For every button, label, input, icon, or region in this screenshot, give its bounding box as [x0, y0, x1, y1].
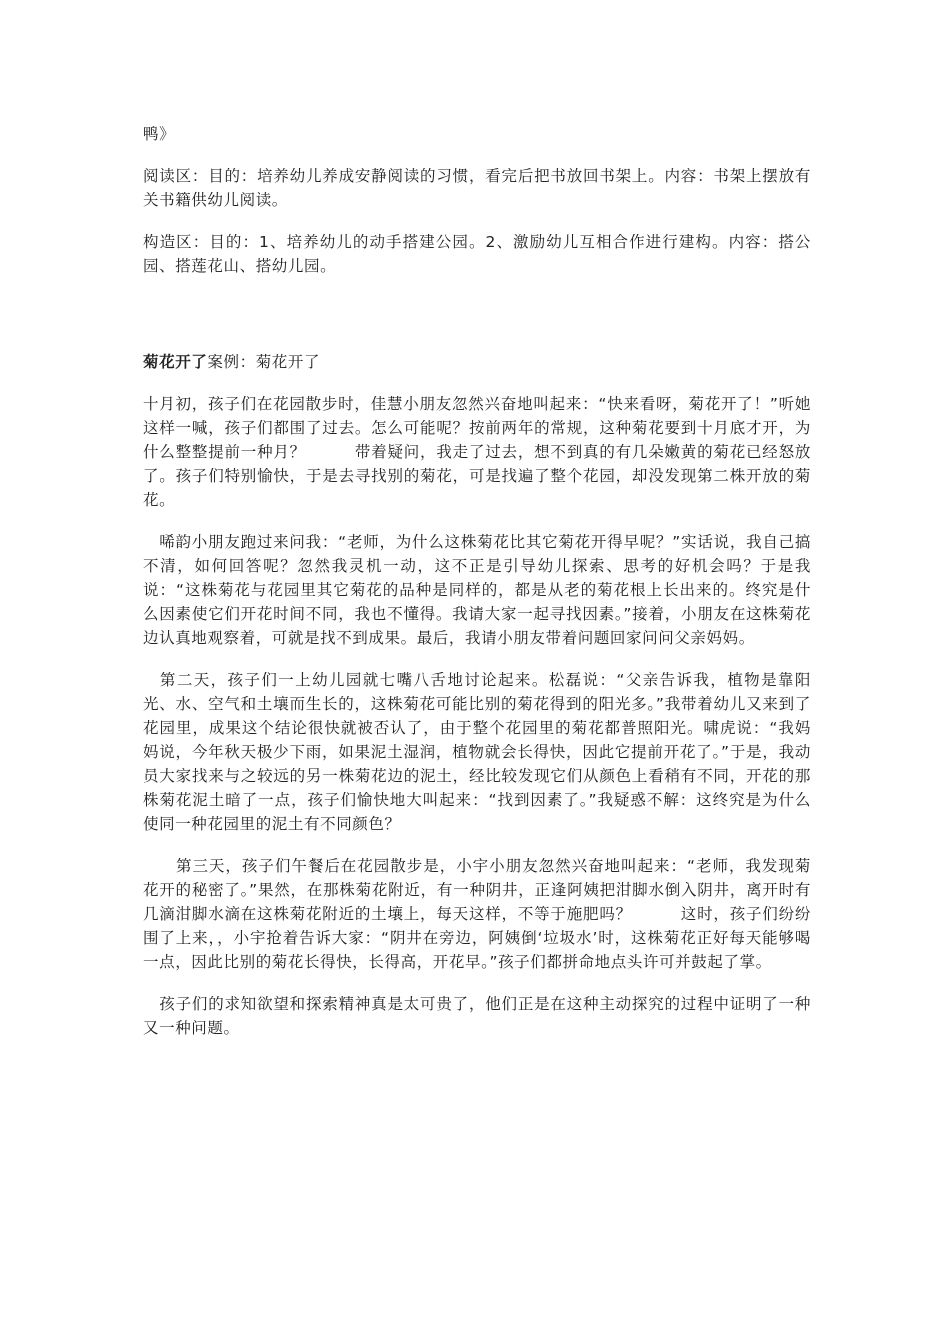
case-paragraph-2: 唏韵小朋友跑过来问我：“老师，为什么这株菊花比其它菊花开得早呢？”实话说，我自己搞不清，如何回答呢？忽然我灵机一动，这不正是引导幼儿探索、思考的好机会吗？于是我说：“这株菊花与花园里其它菊花的品种是同样的，都是从老的菊花根上长出来的。终究是什么因素使它们开花时间不同，我也不懂得。我请大家一起寻找因素。”接着，小朋友在这株菊花边认真地观察着，可就是找不到成果。最后，我请小朋友带着问题回家问问父亲妈妈。 — [143, 533, 811, 647]
case-title-rest: 案例：菊花开了 — [207, 353, 321, 371]
case-paragraph-3: 第二天，孩子们一上幼儿园就七嘴八舌地讨论起来。松磊说：“父亲告诉我，植物是靠阳光、水、空气和土壤而生长的，这株菊花可能比别的菊花得到的阳光多。”我带着幼儿又来到了花园里，成果这个结论很快就被否认了，由于整个花园里的菊花都普照阳光。啸虎说：“我妈妈说，今年秋天极少下雨，如果泥土湿润，植物就会长得快，因此它提前开花了。”于是，我动员大家找来与之较远的另一株菊花边的泥土，经比较发现它们从颜色上看稍有不同，开花的那株菊花泥土暗了一点，孩子们愉快地大叫起来：“找到因素了。”我疑惑不解：这终究是为什么使同一种花园里的泥土有不同颜色？ — [143, 671, 811, 833]
building-area-paragraph: 构造区：目的：1、培养幼儿的动手搭建公园。2、激励幼儿互相合作进行建构。内容：搭公园、搭莲花山、搭幼儿园。 — [143, 233, 811, 275]
case-paragraph-1: 十月初，孩子们在花园散步时，佳慧小朋友忽然兴奋地叫起来：“快来看呀，菊花开了！”听她这样一喊，孩子们都围了过去。怎么可能呢？按前两年的常规，这种菊花要到十月底才开，为什么整整提前一种月？ 带着疑问，我走了过去，想不到真的有几朵嫩黄的菊花已经怒放了。孩子们特别愉快，于是去寻找别的菊花，可是找遍了整个花园，却没发现第二株开放的菊花。 — [143, 395, 811, 509]
case-title-bold: 菊花开了 — [143, 353, 208, 371]
fragment-line: 鸭》 — [143, 125, 176, 143]
case-heading — [143, 350, 811, 374]
document-page — [143, 122, 811, 1040]
reading-area-paragraph: 阅读区：目的：培养幼儿养成安静阅读的习惯，看完后把书放回书架上。内容：书架上摆放有关书籍供幼儿阅读。 — [143, 167, 811, 209]
case-paragraph-5: 孩子们的求知欲望和探索精神真是太可贵了，他们正是在这种主动探究的过程中证明了一种又一种问题。 — [143, 995, 811, 1037]
case-paragraph-4: 第三天，孩子们午餐后在花园散步是，小宇小朋友忽然兴奋地叫起来：“老师，我发现菊花开的秘密了。”果然，在那株菊花附近，有一种阴井，正逢阿姨把泔脚水倒入阴井，离开时有几滴泔脚水滴在这株菊花附近的土壤上，每天这样，不等于施肥吗？ 这时，孩子们纷纷围了上来，，小宇抢着告诉大家：“阴井在旁边，阿姨倒‘垃圾水’时，这株菊花正好每天能够喝一点，因此比别的菊花长得快，长得高，开花早。”孩子们都拼命地点头许可并鼓起了掌。 — [143, 857, 811, 971]
